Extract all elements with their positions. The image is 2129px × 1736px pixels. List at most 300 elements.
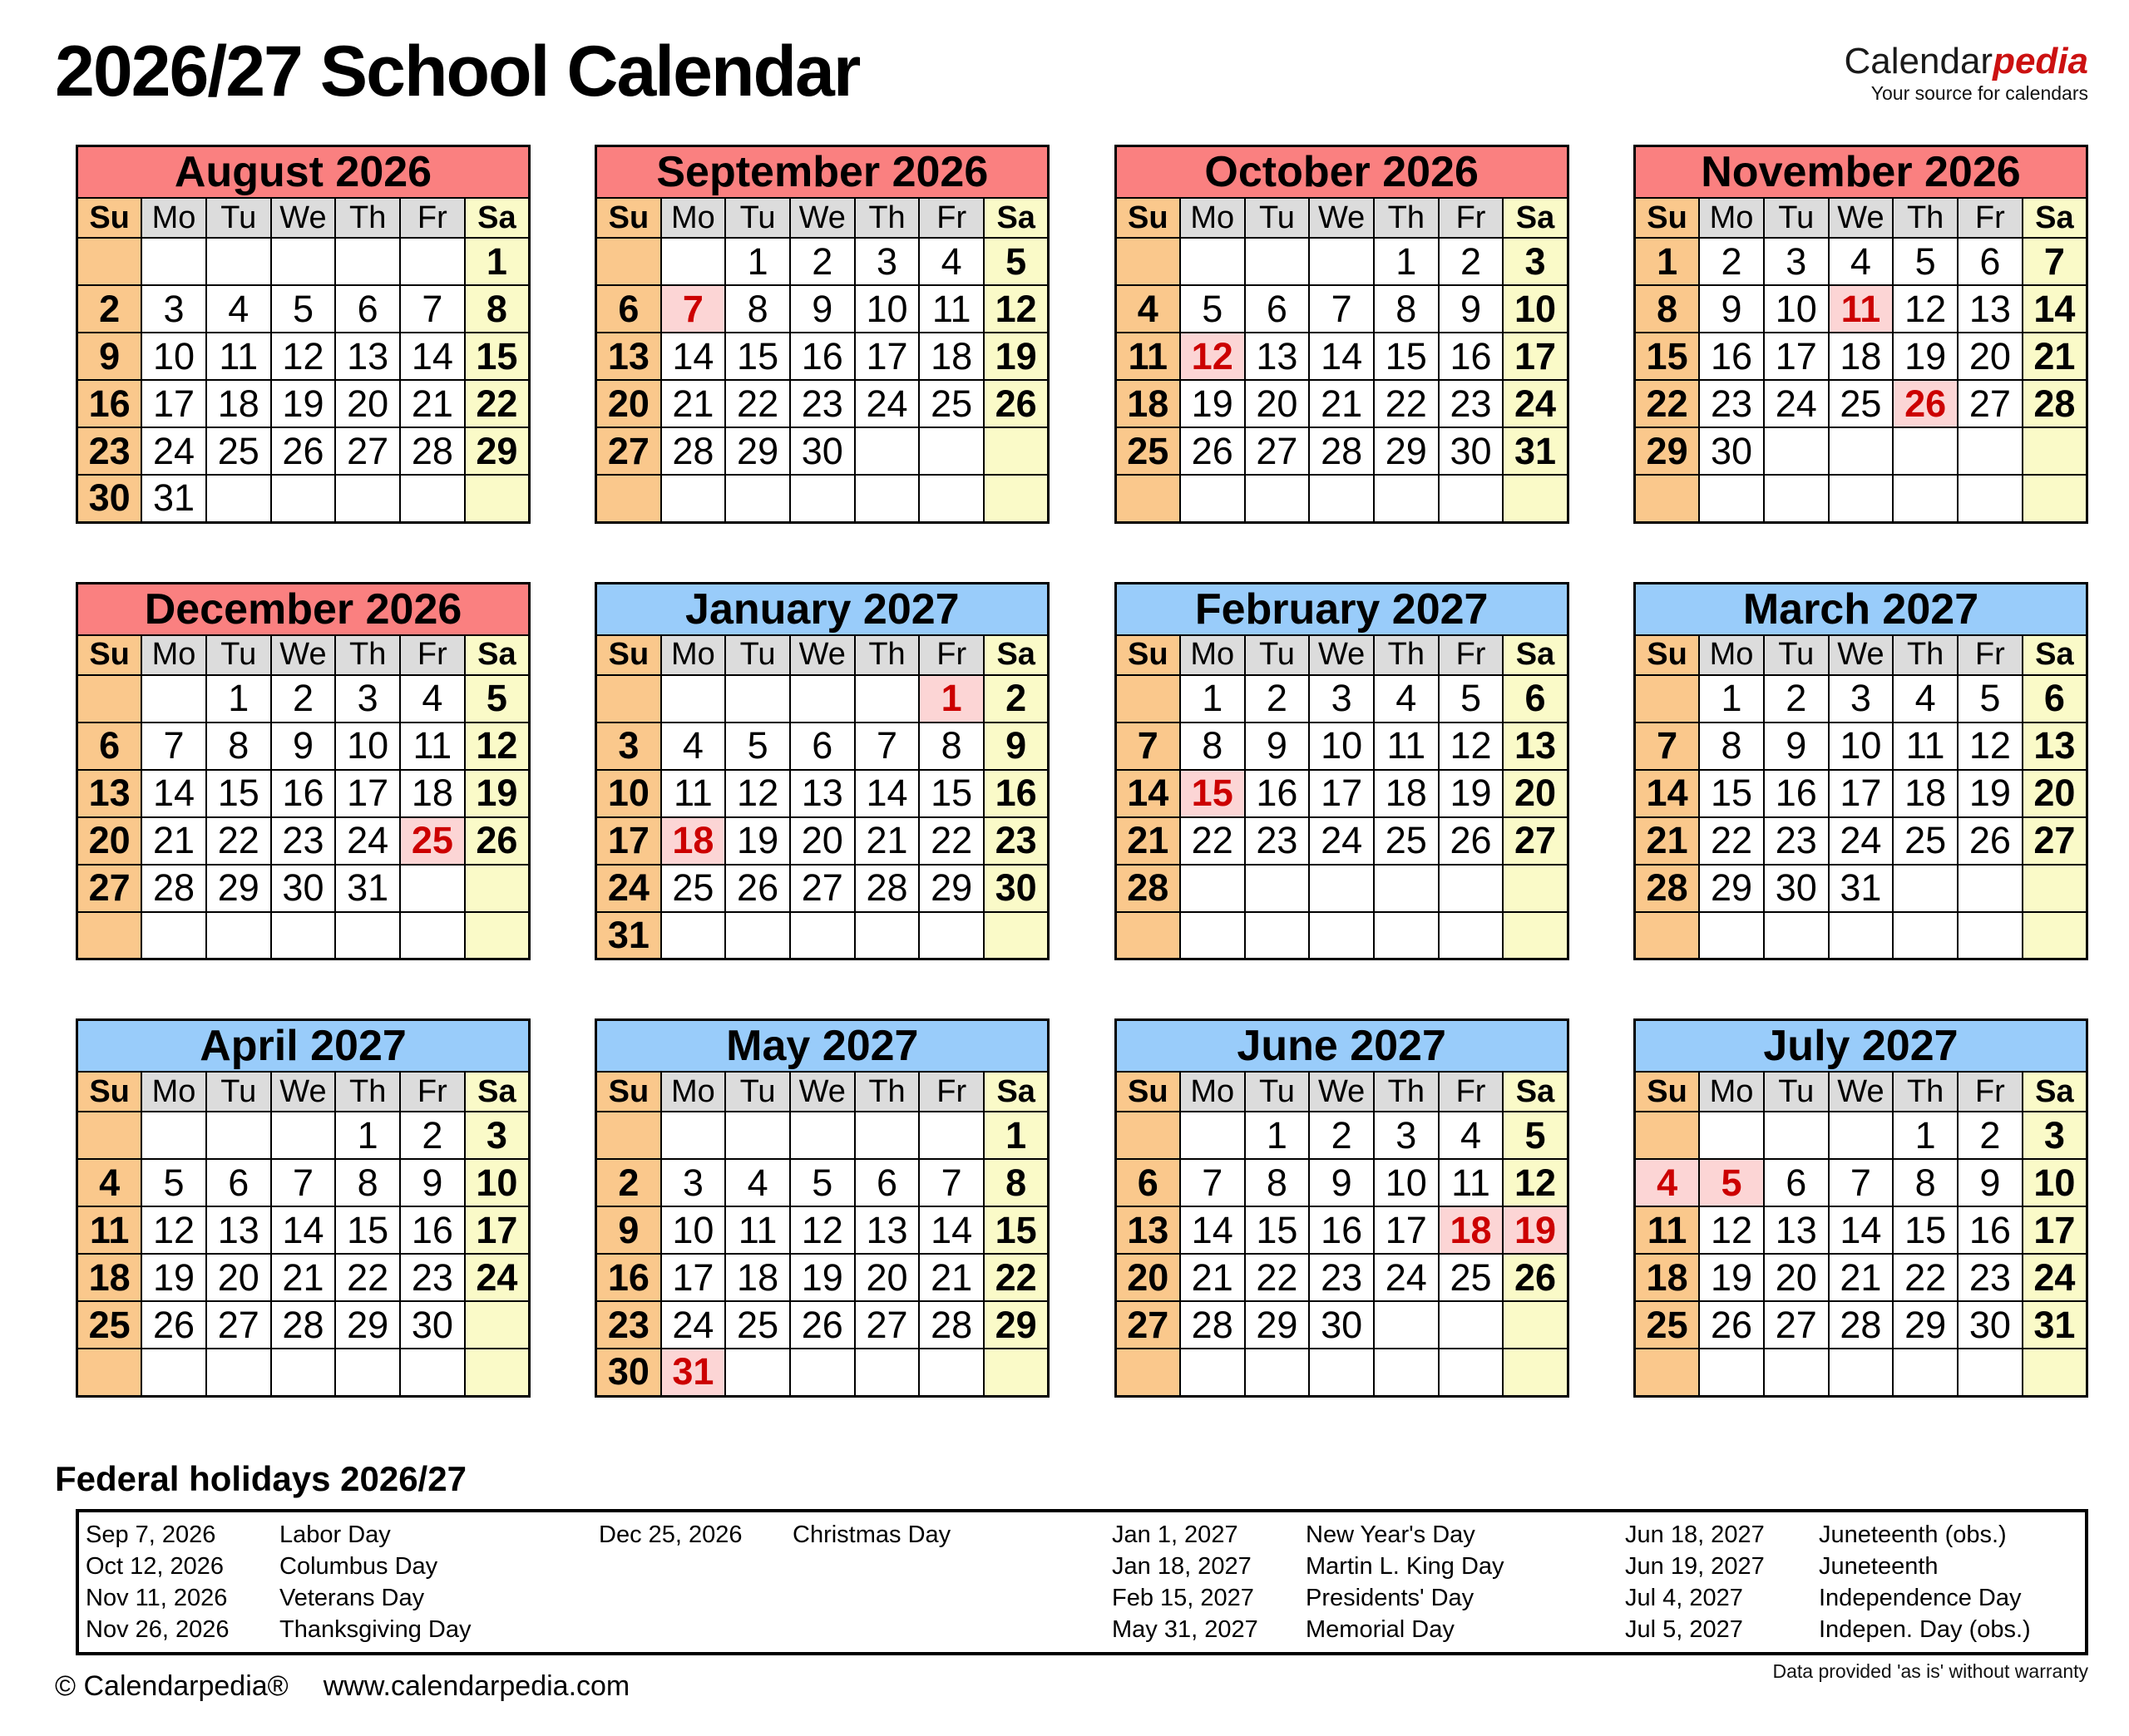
footer-disclaimer: Data provided 'as is' without warranty xyxy=(1772,1660,2088,1682)
month-title: October 2026 xyxy=(1115,146,1568,199)
day-cell-5: 5 xyxy=(1439,675,1504,723)
day-cell-8: 8 xyxy=(725,285,790,333)
day-cell-4: 4 xyxy=(661,723,726,770)
day-cell-29: 29 xyxy=(984,1301,1049,1349)
day-header-fr: Fr xyxy=(1958,198,2023,238)
day-cell-31: 31 xyxy=(1829,865,1894,912)
holiday-date: Nov 11, 2026 xyxy=(86,1584,228,1611)
day-cell-empty xyxy=(2023,427,2087,475)
day-cell-23: 23 xyxy=(271,817,336,865)
day-cell-15: 15 xyxy=(335,1206,400,1254)
day-header-su: Su xyxy=(1634,635,1699,675)
day-cell-10: 10 xyxy=(1829,723,1894,770)
day-cell-4: 4 xyxy=(1893,675,1958,723)
day-cell-15: 15 xyxy=(1893,1206,1958,1254)
day-cell-31: 31 xyxy=(141,475,206,522)
day-header-th: Th xyxy=(855,635,920,675)
logo-tagline: Your source for calendars xyxy=(1870,82,2088,104)
day-cell-19: 19 xyxy=(1893,333,1958,380)
day-cell-empty xyxy=(206,475,271,522)
day-cell-14: 14 xyxy=(919,1206,984,1254)
day-cell-5: 5 xyxy=(790,1159,855,1206)
day-cell-12: 12 xyxy=(271,333,336,380)
day-cell-15: 15 xyxy=(919,770,984,817)
day-header-sa: Sa xyxy=(1503,635,1568,675)
day-cell-3: 3 xyxy=(1764,238,1829,285)
day-header-su: Su xyxy=(1115,198,1180,238)
day-cell-8: 8 xyxy=(1699,723,1764,770)
day-cell-16: 16 xyxy=(984,770,1049,817)
day-cell-22: 22 xyxy=(1699,817,1764,865)
day-cell-4: 4 xyxy=(400,675,465,723)
day-header-th: Th xyxy=(335,635,400,675)
day-cell-14: 14 xyxy=(2023,285,2087,333)
day-cell-empty xyxy=(790,475,855,522)
day-cell-empty xyxy=(1115,1112,1180,1159)
day-cell-10: 10 xyxy=(1764,285,1829,333)
day-cell-empty xyxy=(1309,865,1374,912)
day-cell-22: 22 xyxy=(1245,1254,1310,1301)
day-header-sa: Sa xyxy=(1503,198,1568,238)
day-cell-empty xyxy=(984,1349,1049,1396)
day-cell-21: 21 xyxy=(661,380,726,427)
day-cell-18: 18 xyxy=(1829,333,1894,380)
day-cell-empty xyxy=(855,427,920,475)
day-header-mo: Mo xyxy=(141,198,206,238)
day-cell-18: 18 xyxy=(1115,380,1180,427)
day-cell-28: 28 xyxy=(919,1301,984,1349)
day-header-th: Th xyxy=(1893,198,1958,238)
day-cell-1: 1 xyxy=(1374,238,1439,285)
holiday-name: Indepen. Day (obs.) xyxy=(1819,1615,2031,1643)
day-cell-empty xyxy=(465,475,530,522)
day-cell-6: 6 xyxy=(206,1159,271,1206)
month-august-2026 xyxy=(76,145,531,524)
day-cell-19: 19 xyxy=(271,380,336,427)
day-cell-15: 15 xyxy=(1245,1206,1310,1254)
month-may-2027 xyxy=(595,1018,1050,1398)
day-cell-17: 17 xyxy=(661,1254,726,1301)
day-cell-30: 30 xyxy=(77,475,142,522)
day-cell-26: 26 xyxy=(465,817,530,865)
day-cell-30: 30 xyxy=(1439,427,1504,475)
day-cell-22: 22 xyxy=(206,817,271,865)
day-cell-11: 11 xyxy=(1829,285,1894,333)
day-cell-31: 31 xyxy=(335,865,400,912)
holiday-date: Jul 4, 2027 xyxy=(1625,1584,1743,1611)
day-cell-25: 25 xyxy=(661,865,726,912)
day-cell-empty xyxy=(1958,865,2023,912)
day-cell-31: 31 xyxy=(1503,427,1568,475)
day-cell-19: 19 xyxy=(465,770,530,817)
day-cell-27: 27 xyxy=(855,1301,920,1349)
day-cell-5: 5 xyxy=(271,285,336,333)
day-cell-empty xyxy=(855,675,920,723)
day-header-fr: Fr xyxy=(919,635,984,675)
day-cell-1: 1 xyxy=(1245,1112,1310,1159)
day-cell-27: 27 xyxy=(790,865,855,912)
day-cell-31: 31 xyxy=(596,912,661,959)
day-cell-empty xyxy=(400,475,465,522)
page-title: 2026/27 School Calendar xyxy=(55,32,860,111)
day-cell-29: 29 xyxy=(1893,1301,1958,1349)
month-february-2027 xyxy=(1114,582,1569,961)
day-cell-29: 29 xyxy=(335,1301,400,1349)
day-cell-empty xyxy=(596,475,661,522)
day-cell-10: 10 xyxy=(335,723,400,770)
day-cell-22: 22 xyxy=(984,1254,1049,1301)
day-cell-31: 31 xyxy=(661,1349,726,1396)
day-cell-empty xyxy=(661,475,726,522)
day-cell-empty xyxy=(1309,912,1374,959)
day-cell-empty xyxy=(271,1112,336,1159)
day-cell-27: 27 xyxy=(1245,427,1310,475)
day-cell-24: 24 xyxy=(335,817,400,865)
day-cell-empty xyxy=(271,238,336,285)
day-cell-empty xyxy=(271,475,336,522)
day-cell-25: 25 xyxy=(1374,817,1439,865)
day-cell-2: 2 xyxy=(1245,675,1310,723)
day-cell-empty xyxy=(1374,1301,1439,1349)
day-cell-empty xyxy=(271,912,336,959)
day-cell-8: 8 xyxy=(1634,285,1699,333)
day-cell-12: 12 xyxy=(1699,1206,1764,1254)
day-cell-17: 17 xyxy=(855,333,920,380)
day-header-mo: Mo xyxy=(1180,1072,1245,1112)
day-header-mo: Mo xyxy=(661,635,726,675)
day-cell-25: 25 xyxy=(77,1301,142,1349)
day-cell-16: 16 xyxy=(1439,333,1504,380)
day-cell-empty xyxy=(141,1112,206,1159)
holiday-date: Sep 7, 2026 xyxy=(86,1521,216,1548)
day-cell-empty xyxy=(984,912,1049,959)
logo-wordmark xyxy=(1845,42,2088,81)
day-cell-7: 7 xyxy=(855,723,920,770)
day-cell-empty xyxy=(335,1349,400,1396)
day-cell-20: 20 xyxy=(1503,770,1568,817)
day-cell-empty xyxy=(141,1349,206,1396)
day-cell-1: 1 xyxy=(206,675,271,723)
day-cell-5: 5 xyxy=(141,1159,206,1206)
day-cell-empty xyxy=(206,912,271,959)
day-cell-18: 18 xyxy=(1374,770,1439,817)
holiday-date: Jun 19, 2027 xyxy=(1625,1552,1765,1580)
day-cell-empty xyxy=(661,238,726,285)
day-header-su: Su xyxy=(77,635,142,675)
day-cell-26: 26 xyxy=(141,1301,206,1349)
day-cell-1: 1 xyxy=(919,675,984,723)
day-header-we: We xyxy=(1309,198,1374,238)
day-header-sa: Sa xyxy=(2023,635,2087,675)
day-cell-19: 19 xyxy=(1503,1206,1568,1254)
day-cell-empty xyxy=(1180,1349,1245,1396)
day-cell-empty xyxy=(596,1112,661,1159)
day-cell-empty xyxy=(400,238,465,285)
day-cell-empty xyxy=(661,912,726,959)
day-cell-27: 27 xyxy=(1764,1301,1829,1349)
day-cell-5: 5 xyxy=(1958,675,2023,723)
day-cell-2: 2 xyxy=(77,285,142,333)
day-cell-23: 23 xyxy=(1764,817,1829,865)
day-cell-2: 2 xyxy=(984,675,1049,723)
day-header-su: Su xyxy=(596,635,661,675)
day-header-tu: Tu xyxy=(1245,198,1310,238)
day-cell-12: 12 xyxy=(984,285,1049,333)
day-cell-empty xyxy=(1958,1349,2023,1396)
day-header-fr: Fr xyxy=(400,1072,465,1112)
day-cell-22: 22 xyxy=(335,1254,400,1301)
day-cell-empty xyxy=(725,1349,790,1396)
day-cell-3: 3 xyxy=(1503,238,1568,285)
day-cell-1: 1 xyxy=(984,1112,1049,1159)
day-cell-11: 11 xyxy=(1439,1159,1504,1206)
day-cell-empty xyxy=(1180,238,1245,285)
day-cell-2: 2 xyxy=(1699,238,1764,285)
day-cell-17: 17 xyxy=(2023,1206,2087,1254)
day-header-fr: Fr xyxy=(1439,198,1504,238)
day-header-tu: Tu xyxy=(725,635,790,675)
day-cell-15: 15 xyxy=(465,333,530,380)
day-header-su: Su xyxy=(77,198,142,238)
calendar-grid xyxy=(76,145,2088,1398)
day-cell-7: 7 xyxy=(919,1159,984,1206)
day-header-tu: Tu xyxy=(1764,198,1829,238)
day-cell-22: 22 xyxy=(1634,380,1699,427)
day-header-fr: Fr xyxy=(400,198,465,238)
day-cell-9: 9 xyxy=(1309,1159,1374,1206)
day-cell-5: 5 xyxy=(1180,285,1245,333)
day-header-sa: Sa xyxy=(1503,1072,1568,1112)
day-cell-21: 21 xyxy=(400,380,465,427)
day-cell-8: 8 xyxy=(1374,285,1439,333)
day-cell-empty xyxy=(1829,1349,1894,1396)
month-title: November 2026 xyxy=(1634,146,2087,199)
day-cell-18: 18 xyxy=(661,817,726,865)
day-cell-empty xyxy=(141,238,206,285)
day-cell-11: 11 xyxy=(400,723,465,770)
day-cell-24: 24 xyxy=(596,865,661,912)
day-cell-2: 2 xyxy=(400,1112,465,1159)
day-header-we: We xyxy=(1309,635,1374,675)
day-cell-empty xyxy=(77,675,142,723)
day-cell-26: 26 xyxy=(1180,427,1245,475)
day-cell-8: 8 xyxy=(1180,723,1245,770)
day-header-tu: Tu xyxy=(1764,635,1829,675)
day-cell-6: 6 xyxy=(1245,285,1310,333)
month-december-2026 xyxy=(76,582,531,961)
day-cell-6: 6 xyxy=(1503,675,1568,723)
day-cell-10: 10 xyxy=(141,333,206,380)
day-cell-empty xyxy=(1764,1112,1829,1159)
day-cell-18: 18 xyxy=(725,1254,790,1301)
day-cell-empty xyxy=(335,238,400,285)
day-cell-1: 1 xyxy=(465,238,530,285)
day-cell-2: 2 xyxy=(790,238,855,285)
day-cell-11: 11 xyxy=(77,1206,142,1254)
day-cell-22: 22 xyxy=(1893,1254,1958,1301)
day-cell-5: 5 xyxy=(725,723,790,770)
day-cell-9: 9 xyxy=(400,1159,465,1206)
holiday-date: Dec 25, 2026 xyxy=(599,1521,743,1548)
day-cell-11: 11 xyxy=(1893,723,1958,770)
day-cell-28: 28 xyxy=(141,865,206,912)
day-header-su: Su xyxy=(596,198,661,238)
day-cell-22: 22 xyxy=(1180,817,1245,865)
day-cell-empty xyxy=(725,1112,790,1159)
day-cell-23: 23 xyxy=(1958,1254,2023,1301)
day-cell-5: 5 xyxy=(465,675,530,723)
holiday-date: Jan 1, 2027 xyxy=(1112,1521,1238,1548)
day-header-th: Th xyxy=(335,198,400,238)
day-header-th: Th xyxy=(1374,1072,1439,1112)
day-cell-10: 10 xyxy=(1309,723,1374,770)
day-cell-empty xyxy=(1699,912,1764,959)
day-cell-26: 26 xyxy=(1699,1301,1764,1349)
day-header-tu: Tu xyxy=(206,1072,271,1112)
holiday-name: Independence Day xyxy=(1819,1584,2022,1611)
day-cell-26: 26 xyxy=(790,1301,855,1349)
holiday-name: Thanksgiving Day xyxy=(279,1615,472,1643)
day-cell-21: 21 xyxy=(1115,817,1180,865)
day-cell-22: 22 xyxy=(919,817,984,865)
day-cell-28: 28 xyxy=(271,1301,336,1349)
day-cell-10: 10 xyxy=(661,1206,726,1254)
day-header-tu: Tu xyxy=(206,198,271,238)
day-cell-23: 23 xyxy=(77,427,142,475)
day-cell-26: 26 xyxy=(1439,817,1504,865)
day-cell-empty xyxy=(1115,238,1180,285)
holiday-date xyxy=(599,1551,793,1582)
day-cell-20: 20 xyxy=(206,1254,271,1301)
month-january-2027 xyxy=(595,582,1050,961)
day-cell-19: 19 xyxy=(1958,770,2023,817)
day-header-th: Th xyxy=(1374,635,1439,675)
day-cell-empty xyxy=(1958,427,2023,475)
day-header-we: We xyxy=(1829,1072,1894,1112)
day-cell-24: 24 xyxy=(1503,380,1568,427)
day-cell-18: 18 xyxy=(1893,770,1958,817)
holiday-date xyxy=(599,1582,793,1614)
day-cell-9: 9 xyxy=(1439,285,1504,333)
day-cell-1: 1 xyxy=(1893,1112,1958,1159)
day-cell-17: 17 xyxy=(1764,333,1829,380)
day-cell-21: 21 xyxy=(1829,1254,1894,1301)
header xyxy=(55,30,2088,126)
day-cell-27: 27 xyxy=(335,427,400,475)
day-cell-23: 23 xyxy=(1309,1254,1374,1301)
day-cell-8: 8 xyxy=(335,1159,400,1206)
day-cell-empty xyxy=(661,1112,726,1159)
month-july-2027 xyxy=(1633,1018,2088,1398)
day-cell-5: 5 xyxy=(1893,238,1958,285)
day-cell-11: 11 xyxy=(1634,1206,1699,1254)
day-cell-empty xyxy=(1829,475,1894,522)
day-cell-empty xyxy=(465,1301,530,1349)
day-cell-24: 24 xyxy=(1829,817,1894,865)
day-cell-21: 21 xyxy=(2023,333,2087,380)
day-header-th: Th xyxy=(335,1072,400,1112)
month-title: December 2026 xyxy=(77,583,530,635)
day-header-mo: Mo xyxy=(141,635,206,675)
day-cell-30: 30 xyxy=(790,427,855,475)
day-cell-25: 25 xyxy=(1115,427,1180,475)
day-cell-16: 16 xyxy=(400,1206,465,1254)
day-cell-17: 17 xyxy=(596,817,661,865)
day-cell-29: 29 xyxy=(1699,865,1764,912)
day-header-su: Su xyxy=(1634,1072,1699,1112)
day-cell-2: 2 xyxy=(1764,675,1829,723)
holiday-name: Veterans Day xyxy=(279,1584,425,1611)
day-cell-27: 27 xyxy=(596,427,661,475)
day-cell-19: 19 xyxy=(1699,1254,1764,1301)
holiday-name: New Year's Day xyxy=(1306,1521,1475,1548)
calendarpedia-link[interactable]: www.calendarpedia.com xyxy=(323,1669,630,1702)
day-cell-20: 20 xyxy=(2023,770,2087,817)
day-cell-25: 25 xyxy=(400,817,465,865)
day-cell-13: 13 xyxy=(206,1206,271,1254)
day-cell-13: 13 xyxy=(335,333,400,380)
day-header-fr: Fr xyxy=(1958,1072,2023,1112)
day-cell-empty xyxy=(596,675,661,723)
day-cell-16: 16 xyxy=(1309,1206,1374,1254)
holidays-box xyxy=(76,1509,2088,1655)
day-cell-27: 27 xyxy=(206,1301,271,1349)
day-cell-empty xyxy=(1958,475,2023,522)
footer xyxy=(55,1660,2088,1703)
month-march-2027 xyxy=(1633,582,2088,961)
day-cell-12: 12 xyxy=(1503,1159,1568,1206)
day-cell-14: 14 xyxy=(400,333,465,380)
day-cell-empty xyxy=(271,1349,336,1396)
day-cell-13: 13 xyxy=(1245,333,1310,380)
day-cell-16: 16 xyxy=(271,770,336,817)
day-cell-13: 13 xyxy=(790,770,855,817)
day-cell-7: 7 xyxy=(271,1159,336,1206)
day-cell-empty xyxy=(1764,427,1829,475)
month-title: August 2026 xyxy=(77,146,530,199)
day-cell-empty xyxy=(1374,912,1439,959)
day-cell-empty xyxy=(1374,1349,1439,1396)
day-cell-24: 24 xyxy=(141,427,206,475)
day-cell-10: 10 xyxy=(2023,1159,2087,1206)
day-header-fr: Fr xyxy=(400,635,465,675)
day-header-we: We xyxy=(271,198,336,238)
day-cell-empty xyxy=(919,475,984,522)
day-cell-empty xyxy=(335,475,400,522)
day-cell-14: 14 xyxy=(661,333,726,380)
day-header-tu: Tu xyxy=(1764,1072,1829,1112)
day-cell-21: 21 xyxy=(919,1254,984,1301)
day-cell-13: 13 xyxy=(1115,1206,1180,1254)
day-cell-21: 21 xyxy=(1180,1254,1245,1301)
day-cell-25: 25 xyxy=(1439,1254,1504,1301)
day-cell-11: 11 xyxy=(919,285,984,333)
day-cell-empty xyxy=(1180,475,1245,522)
day-cell-empty xyxy=(596,238,661,285)
day-cell-20: 20 xyxy=(1764,1254,1829,1301)
day-cell-27: 27 xyxy=(77,865,142,912)
day-cell-29: 29 xyxy=(1634,427,1699,475)
day-cell-18: 18 xyxy=(400,770,465,817)
day-cell-empty xyxy=(1245,912,1310,959)
day-cell-7: 7 xyxy=(400,285,465,333)
day-cell-empty xyxy=(1893,1349,1958,1396)
day-cell-3: 3 xyxy=(1309,675,1374,723)
day-header-we: We xyxy=(790,635,855,675)
day-cell-27: 27 xyxy=(1115,1301,1180,1349)
day-cell-empty xyxy=(465,1349,530,1396)
day-cell-empty xyxy=(1634,1112,1699,1159)
